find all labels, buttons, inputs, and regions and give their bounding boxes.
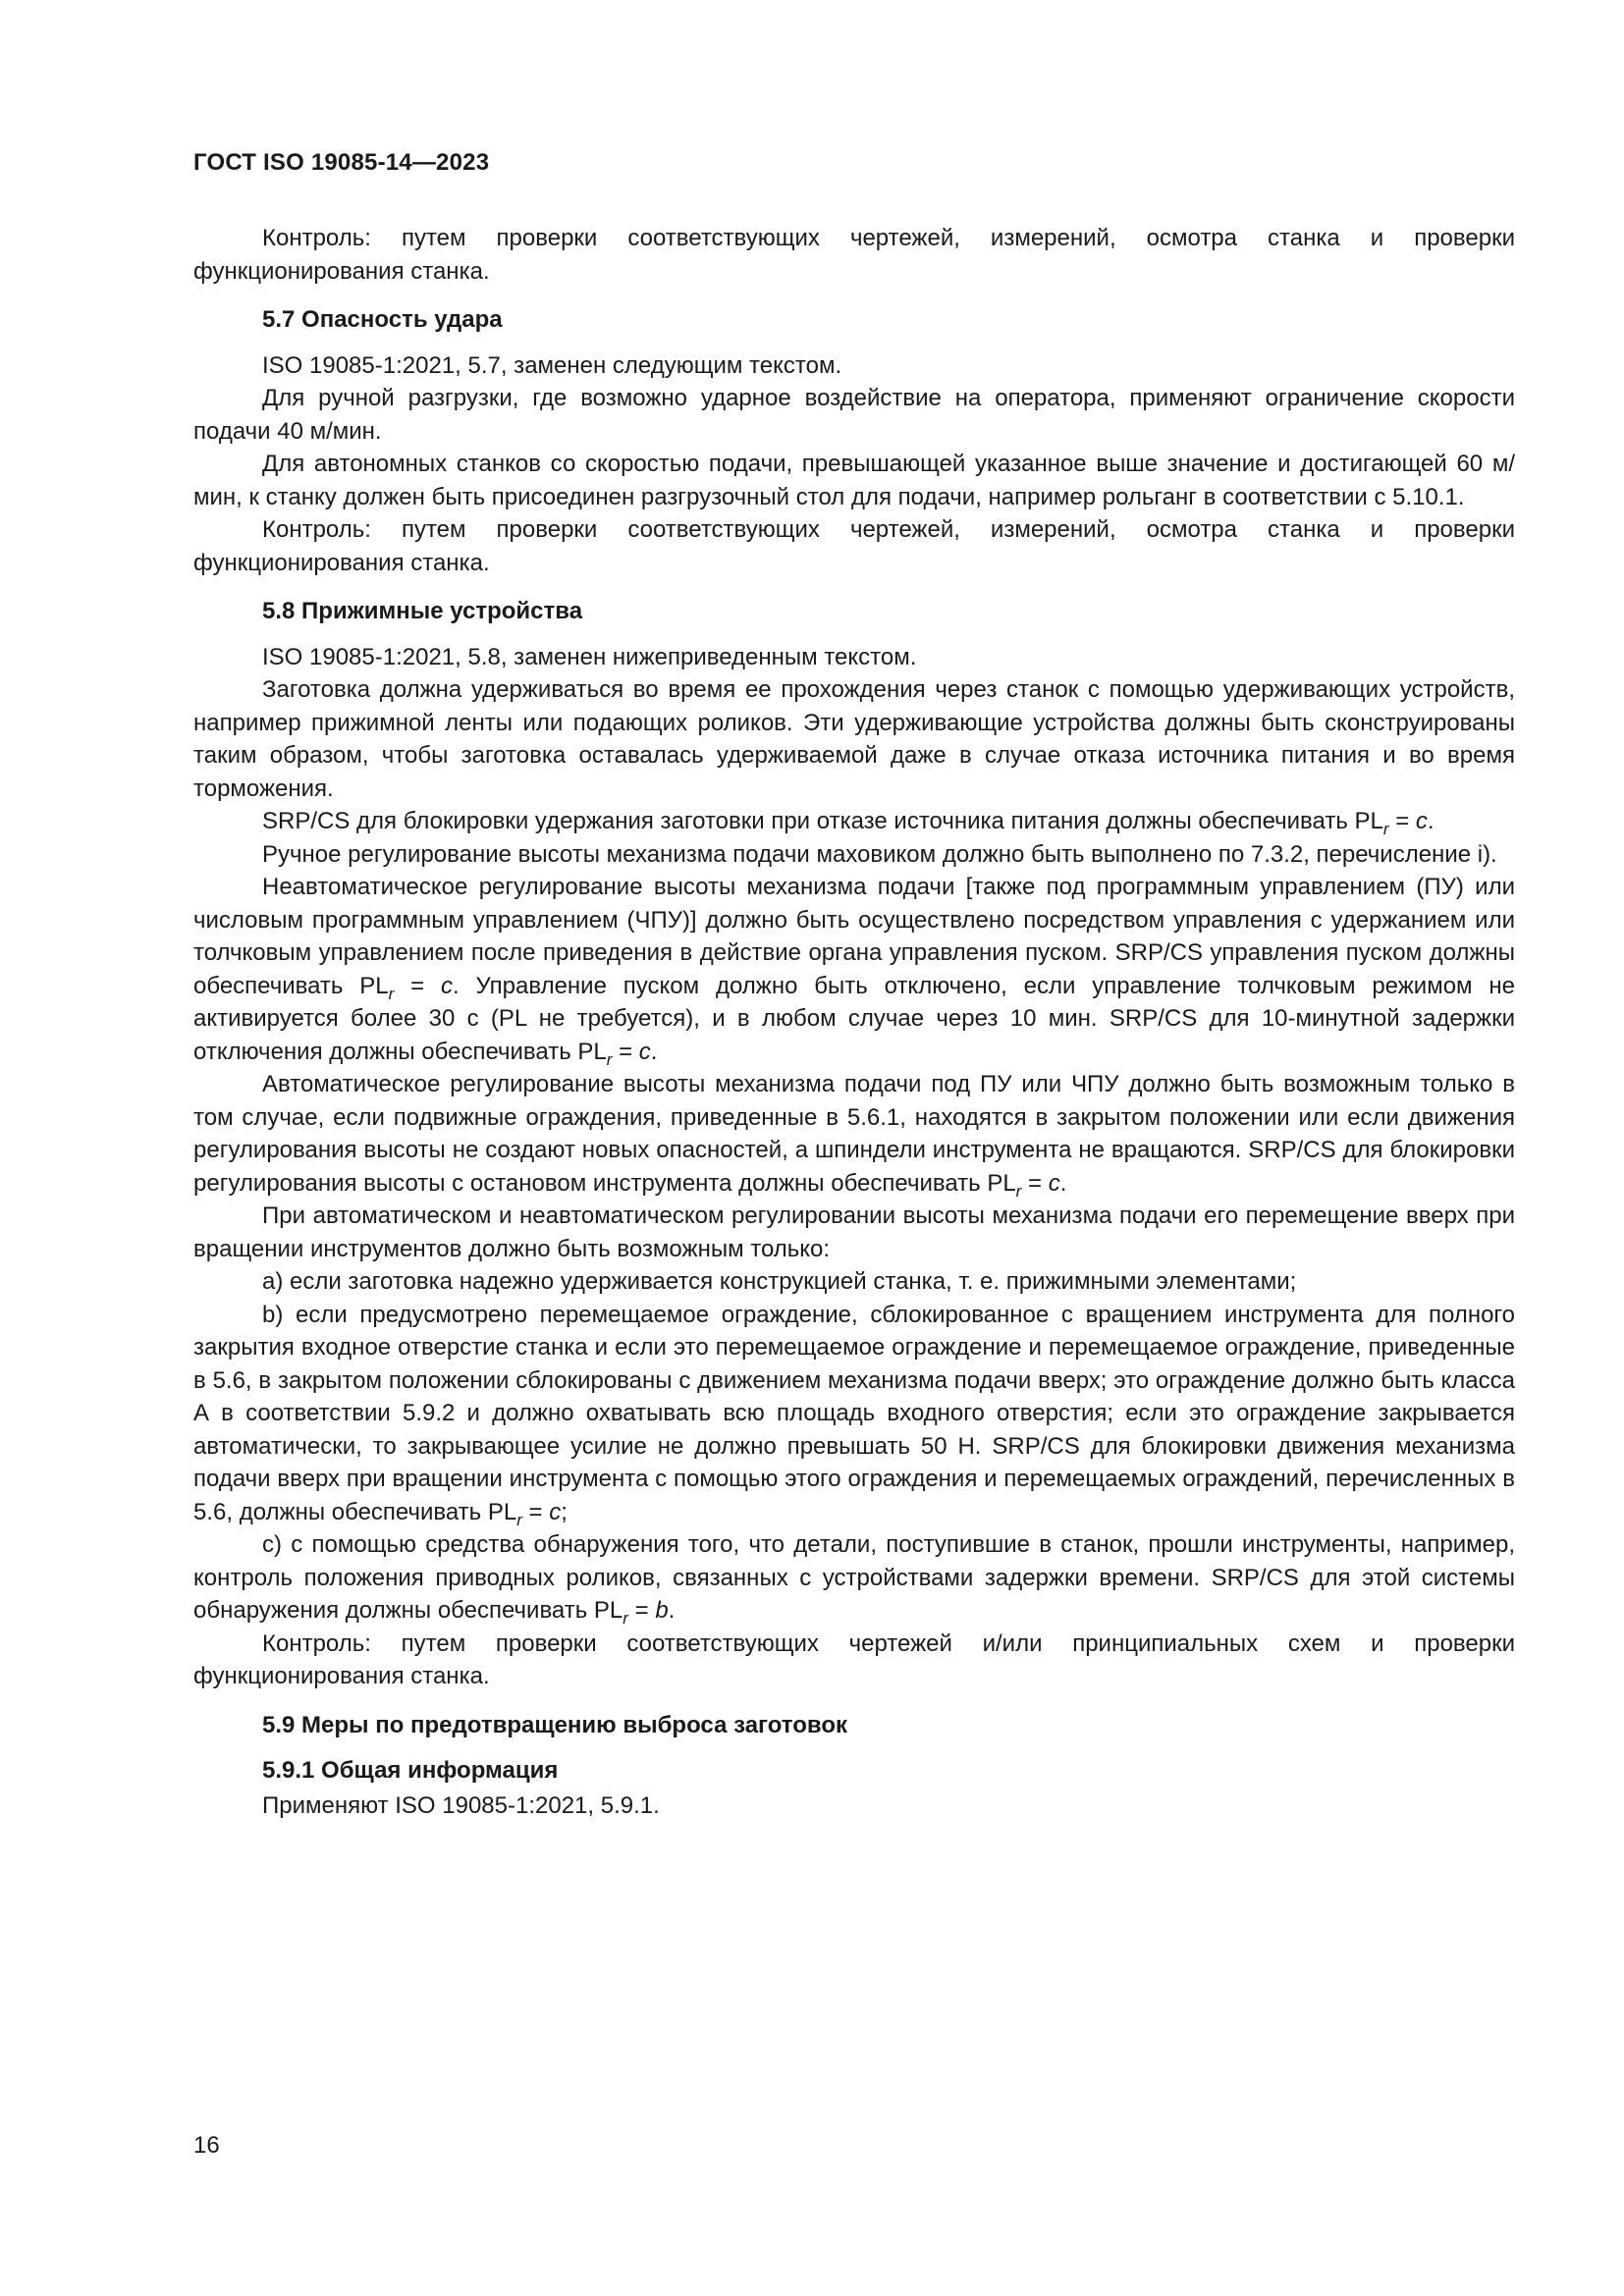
value-b: b: [655, 1597, 669, 1624]
equals-sign: =: [1388, 808, 1416, 834]
section-heading-5-7: 5.7 Опасность удара: [262, 306, 503, 333]
subscript-r: r: [1015, 1181, 1022, 1201]
value-c: c: [1048, 1169, 1060, 1197]
subscript-r: r: [623, 1609, 628, 1628]
equals-sign: =: [627, 1597, 656, 1624]
section-heading-5-8: 5.8 Прижимные устройства: [262, 598, 583, 624]
paragraph-5-8-2: Заготовка должна удерживаться во время ее прохождения через станок с помощью удерживающих устройств, например прижимной ленты или подающих роликов. Эти удерживающие устройства должны быть сконструированы таким образом, чтобы заготовка оставалась удерживаемой даже в случае отказа источника питания и во время торможения.: [193, 676, 1515, 802]
paragraph-5-7-1: ISO 19085-1:2021, 5.7, заменен следующим текстом.: [262, 351, 842, 379]
paragraph-5-8-1: ISO 19085-1:2021, 5.8, заменен нижеприведенным текстом.: [262, 643, 917, 670]
equals-sign: =: [612, 1038, 639, 1065]
page-number: 16: [193, 2132, 220, 2159]
paragraph-5-8-4: Ручное регулирование высоты механизма подачи маховиком должно быть выполнено по 7.3.2, перечисление i).: [262, 840, 1497, 868]
value-c: c: [1415, 808, 1428, 834]
equals-sign: =: [394, 972, 441, 999]
text-run: . Управление пуском должно быть отключено, если управление толчковым режимом не активируется более 30 с (PL не требуется), и в любом случае через 10 мин. SRP/CS для 10-минутной задержки отключения должны обеспечивать PL: [193, 972, 1515, 1065]
text-run: SRP/CS для блокировки удержания заготовки при отказе источника питания должны обеспечивать PL: [262, 808, 1383, 834]
text-run: c) с помощью средства обнаружения того, что детали, поступившие в станок, прошли инструменты, например, контроль положения приводных роликов, связанных с устройствами задержки времени. SRP/CS для этой системы обнаружения должны обеспечивать PL: [193, 1531, 1515, 1624]
list-item-a: a) если заготовка надежно удерживается конструкцией станка, т. е. прижимными элементами;: [262, 1268, 1297, 1295]
paragraph-control-1: Контроль: путем проверки соответствующих чертежей, измерений, осмотра станка и проверки функционирования станка.: [193, 225, 1515, 285]
paragraph-5-9-1-1: Применяют ISO 19085-1:2021, 5.9.1.: [262, 1791, 660, 1819]
paragraph-5-8-7: При автоматическом и неавтоматическом регулировании высоты механизма подачи его перемещение вверх при вращении инструментов должно быть возможным только:: [193, 1202, 1515, 1262]
subscript-r: r: [1382, 820, 1389, 838]
list-item-b: b) если предусмотрено перемещаемое ограждение, сблокированное с вращением инструмента для полного закрытия входное отверстие станка и если это перемещаемое ограждение и перемещаемое ограждение, приведенные в 5.6, в закрытом положении сблокированы с движением механизма подачи вверх; это ограждение должно быть класса А в соответствии 5.9.2 и должно охватывать всю площадь входного отверстия; если это ограждение закрывается автоматически, то закрывающее усилие не должно превышать 50 Н. SRP/CS для блокировки движения механизма подачи вверх при вращении инструмента с помощью этого ограждения и перемещаемых ограждений, перечисленных в 5.6, должны обеспечивать $PL_r = c$;: [193, 1301, 1515, 1529]
value-c: c: [638, 1038, 651, 1065]
section-heading-5-9: 5.9 Меры по предотвращению выброса заготовок: [262, 1711, 847, 1738]
subscript-r: r: [516, 1510, 522, 1529]
text-run: b) если предусмотрено перемещаемое ограждение, сблокированное с вращением инструмента для полного закрытия входное отверстие станка и если это перемещаемое ограждение и перемещаемое ограждение, приведенные в 5.6, в закрытом положении сблокированы с движением механизма подачи вверх; это ограждение должно быть класса А в соответствии 5.9.2 и должно охватывать всю площадь входного отверстия; если это ограждение закрывается автоматически, то закрывающее усилие не должно превышать 50 Н. SRP/CS для блокировки движения механизма подачи вверх при вращении инструмента с помощью этого ограждения и перемещаемых ограждений, перечисленных в 5.6, должны обеспечивать PL: [193, 1301, 1515, 1525]
document-header: ГОСТ ISO 19085-14—2023: [193, 149, 490, 176]
paragraph-5-7-3: Для автономных станков со скоростью подачи, превышающей указанное выше значение и достигающей 60 м/мин, к станку должен быть присоединен разгрузочный стол для подачи, например рольганг в соответствии с 5.10.1.: [193, 451, 1515, 510]
paragraph-5-7-2: Для ручной разгрузки, где возможно ударное воздействие на оператора, применяют ограничение скорости подачи 40 м/мин.: [193, 385, 1515, 445]
paragraph-5-8-5: Неавтоматическое регулирование высоты механизма подачи [также под программным управлением (ПУ) или числовым программным управлением (ЧПУ)] должно быть осуществлено посредством управления с удержанием или толчковым управлением после приведения в действие органа управления пуском. SRP/CS управления пуском должны обеспечивать $PL_r = c$. Управление пуском должно быть отключено, если управление толчковым режимом не активируется более 30 с (PL не требуется), и в любом случае через 10 мин. SRP/CS для 10-минутной задержки отключения должны обеспечивать $PL_r = c$.: [193, 874, 1515, 1069]
subscript-r: r: [606, 1049, 613, 1069]
equals-sign: =: [521, 1498, 550, 1525]
paragraph-5-8-3: SRP/CS для блокировки удержания заготовки при отказе источника питания должны обеспечивать $PL_r = c$.: [262, 808, 1435, 838]
value-c: c: [549, 1498, 562, 1525]
page-content: [193, 222, 1515, 1822]
list-item-c: c) с помощью средства обнаружения того, что детали, поступившие в станок, прошли инструменты, например, контроль положения приводных роликов, связанных с устройствами задержки времени. SRP/CS для этой системы обнаружения должны обеспечивать $PL_r = b$.: [193, 1531, 1515, 1628]
subscript-r: r: [388, 984, 395, 1003]
paragraph-5-7-4: Контроль: путем проверки соответствующих чертежей, измерений, осмотра станка и проверки функционирования станка.: [193, 516, 1515, 576]
paragraph-5-8-6: Автоматическое регулирование высоты механизма подачи под ПУ или ЧПУ должно быть возможным только в том случае, если подвижные ограждения, приведенные в 5.6.1, находятся в закрытом положении или если движения регулирования высоты не создают новых опасностей, а шпиндели инструмента не вращаются. SRP/CS для блокировки регулирования высоты с остановом инструмента должны обеспечивать $PL_r = c$.: [193, 1071, 1515, 1201]
text-run: Неавтоматическое регулирование высоты механизма подачи [также под программным управлением (ПУ) или числовым программным управлением (ЧПУ)] должно быть осуществлено посредством управления с удержанием или толчковым управлением после приведения в действие органа управления пуском. SRP/CS управления пуском должны обеспечивать PL: [193, 874, 1515, 999]
paragraph-5-8-8: Контроль: путем проверки соответствующих чертежей и/или принципиальных схем и проверки функционирования станка.: [193, 1629, 1515, 1689]
text-run: Автоматическое регулирование высоты механизма подачи под ПУ или ЧПУ должно быть возможным только в том случае, если подвижные ограждения, приведенные в 5.6.1, находятся в закрытом положении или если движения регулирования высоты не создают новых опасностей, а шпиндели инструмента не вращаются. SRP/CS для блокировки регулирования высоты с остановом инструмента должны обеспечивать PL: [193, 1071, 1515, 1197]
value-c: c: [441, 972, 453, 999]
equals-sign: =: [1021, 1169, 1049, 1197]
section-heading-5-9-1: 5.9.1 Общая информация: [262, 1757, 559, 1784]
